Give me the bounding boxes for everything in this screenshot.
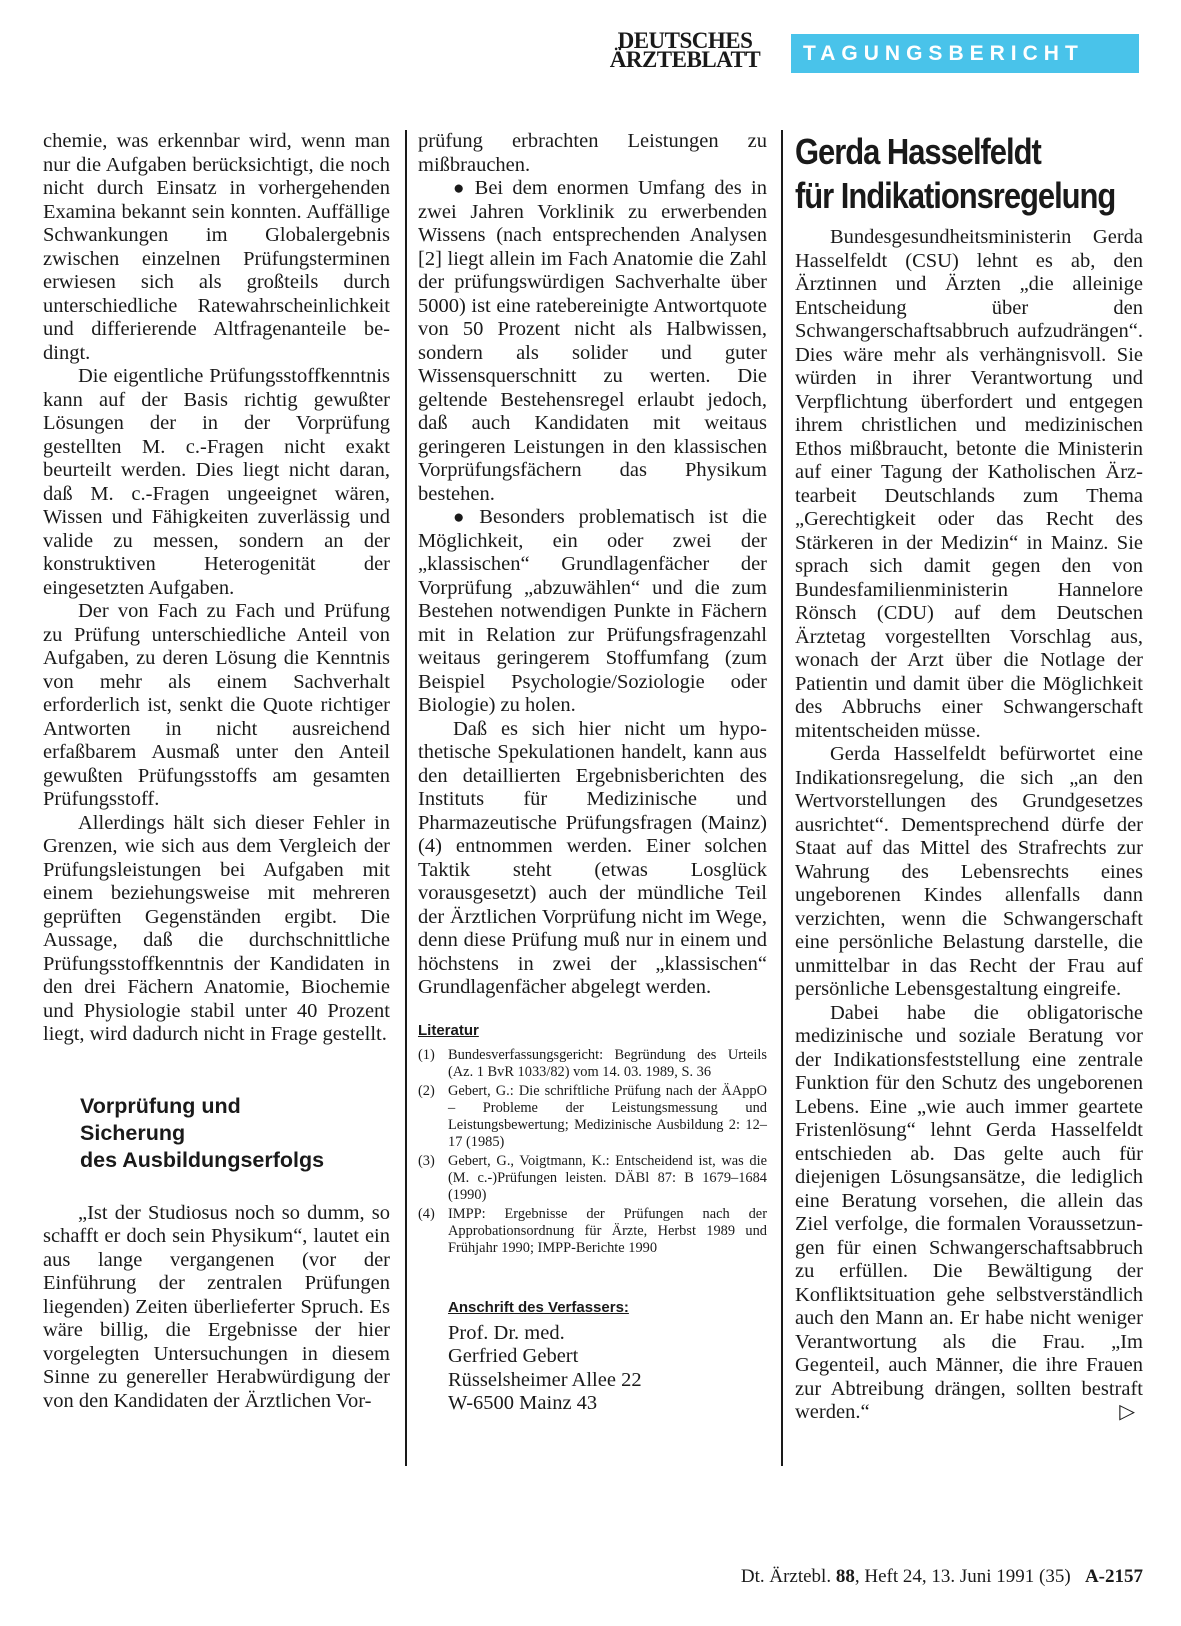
section-heading (80, 1093, 390, 1174)
continue-arrow-icon: ▷ (1119, 1401, 1135, 1423)
reference-text: Bundesverfassungsgericht: Begründung des Urteils (Az. 1 BvR 1033/82) vom 14. 03. 1989, S. 36 (448, 1046, 767, 1080)
column-3 (795, 130, 1143, 1425)
reference-item (418, 1206, 767, 1257)
footer-journal: Dt. Ärztebl. (740, 1566, 832, 1587)
article-headline (795, 130, 1116, 218)
reference-number: (3) (418, 1152, 435, 1169)
column-divider (405, 130, 407, 1466)
paragraph: Die eigentliche Prüfungsstoffkenntnis kann auf der Basis richtig gewußter Lösungen der in der Vorprüfung gestellten M. c.-Fragen nicht exakt beurteilt werden. Dies liegt nicht daran, daß M. c.-Fragen ungeeignet wären, Wissen und Fähigkeiten zuverlässig und valide zu messen, sondern an der konstruktiven Heterogenität der eingesetzten Aufgaben. (43, 365, 390, 599)
column-1 (43, 130, 390, 1413)
reference-item (418, 1083, 767, 1151)
paragraph-text: Dabei habe die obligatorische medizinische und soziale Beratung vor der Indikationsfeststellung eine zentrale Funktion für den Schutz des ungeborenen Lebens. Eine „wie auch immer geartete Fristenlösung“ lehnt Gerda Hasselfeldt entschieden ab. Das gelte auch für diejenigen Lösungsansätze, die lediglich eine Beratung vorsehen, die allein das Ziel verfolge, die formalen Voraussetzungen für einen Schwangerschaftsabbruch zu erfüllen. Die Bewältigung der Konfliktsituation gehe selbstverständlich auch den Mann an. Er habe nicht weniger Verantwortung als die Frau. „Im Gegenteil, auch Männer, die ihre Frauen zur Abtreibung drängen, sollten bestraft werden.“ (795, 1001, 1143, 1423)
paragraph: Daß es sich hier nicht um hypothetische Spekulationen handelt, kann aus den detaillierten Ergebnisberichten des Instituts für Medizinische und Pharmazeutische Prüfungsfragen (Mainz) (4) entnommen werden. Einer solchen Taktik steht (etwas Losglück vorausgesetzt) auch der mündliche Teil der Ärztlichen Vorprüfung nicht im Wege, denn diese Prüfung muß nur in einem und höchstens in zwei der „klassischen“ Grundlagenfächer abgelegt werden. (418, 717, 767, 998)
footer-issue: , Heft 24, 13. Juni 1991 (35) (854, 1566, 1071, 1587)
reference-number: (4) (418, 1205, 435, 1222)
column-3-text (795, 226, 1143, 1425)
paragraph: Allerdings hält sich dieser Fehler in Grenzen, wie sich aus dem Vergleich der Prüfungsleistungen bei Aufgaben mit einem beziehungsweise mit mehreren geprüften Gegenständen ergibt. Die Aussage, daß die durchschnittliche Prüfungsstoffkenntnis der Kandidaten in den drei Fächern Anatomie, Biochemie und Physiologie stabil unter 40 Prozent liegt, wird dadurch nicht in Frage gestellt. (43, 811, 390, 1045)
section-banner: TAGUNGSBERICHT (791, 34, 1139, 73)
column-divider (781, 130, 783, 1466)
column-1-text-cont (43, 1202, 390, 1414)
reference-text: Gebert, G.: Die schriftliche Prüfung nach der ÄAppO – Probleme der Leistungsmessung und Leistungsbewertung; Medizinische Ausbildung 2: 12–17 (1985) (448, 1082, 767, 1150)
paragraph (795, 1002, 1143, 1425)
column-2 (418, 130, 767, 1416)
address-line: Prof. Dr. med. (448, 1321, 565, 1344)
bullet-paragraph: ● Bei dem enormen Umfang des in zwei Jahren Vorklinik zu erwerbenden Wissens (nach entsprechenden Analysen [2] liegt allein im Fach Anatomie die Zahl der prüfungswürdigen Sachverhalte über 5000) ist eine ratebereinigte Antwortquote von 50 Prozent nicht als Halbwissen, sondern als solider und guter Wissensquerschnitt zu werten. Die geltende Bestehensregel erlaubt jedoch, daß auch Kandidaten mit weitaus geringeren Leistungen in den klassischen Vorprüfungsfächern das Physikum bestehen. (418, 177, 767, 506)
column-1-text (43, 130, 390, 1047)
journal-logo (600, 28, 770, 72)
reference-text: Gebert, G., Voigtmann, K.: Entscheidend ist, was die (M. c.-)Prüfungen leisten. DÄBl 87: B 1679–1684 (1990) (448, 1152, 767, 1203)
address-line: Gerfried Gebert (448, 1345, 579, 1367)
reference-number: (1) (418, 1046, 435, 1063)
paragraph: chemie, was erkennbar wird, wenn man nur die Aufgaben berücksichtigt, die noch nicht durch Einsatz in vorhergehenden Examina bekannt sein konnten. Auffällige Schwankungen im Globalergebnis zwischen einzelnen Prüfungsterminen erwiesen sich als großteils durch unterschiedliche Ratewahrscheinlichkeit und differierende Altfragenanteile bedingt. (43, 130, 390, 364)
section-heading-line: Sicherung (80, 1120, 186, 1145)
paragraph: „Ist der Studiosus noch so dumm, so schafft er doch sein Physikum“, lautet ein aus lange vergangenen (vor der Einführung der zentralen Prüfungen liegenden) Zeiten überlieferter Spruch. Es wäre billig, die Ergebnisse der hier vorgelegten Untersuchungen in diesem Sinne zu genereller Herabwürdigung der von den Kandidaten der Ärztlichen Vor- (43, 1201, 390, 1412)
reference-number: (2) (418, 1082, 435, 1099)
reference-item (418, 1047, 767, 1081)
reference-item (418, 1153, 767, 1204)
headline-line: für Indikationsregelung (795, 175, 1116, 216)
address-line: W-6500 Mainz 43 (448, 1392, 598, 1414)
paragraph: Bundesgesundheitsministerin Gerda Hasselfeldt (CSU) lehnt es ab, den Ärztinnen und Ärzten „die alleinige Entscheidung über den Schwangerschaftsabbruch aufzudrängen“. Dies wäre mehr als verhängnisvoll. Sie würden in ihrer Verantwortung und Verpflichtung überfordert und entgegen ihrem christlichen und medizinischen Ethos mißbraucht, betonte die Ministerin auf einer Tagung der Katholischen Ärztearbeit Deutschlands zum Thema „Gerechtigkeit oder das Recht des Stärkeren in der Medizin“ in Mainz. Sie sprach sich damit gegen den von Bundesfamilienministerin Hannelore Rönsch (CDU) auf dem Deutschen Ärztetag vorgestellten Vorschlag aus, wonach der Arzt über die Notlage der Patientin und damit über die Möglichkeit des Abbruchs einer Schwangerschaft mitentscheiden müsse. (795, 226, 1143, 742)
section-heading-line: Vorprüfung und (80, 1093, 241, 1118)
journal-logo-line2: ÄRZTEBLATT (609, 47, 761, 72)
page-footer (0, 1566, 1143, 1588)
address-line: Rüsselsheimer Allee 22 (448, 1368, 642, 1391)
paragraph: prüfung erbrachten Leistungen zu mißbrauchen. (418, 130, 767, 176)
headline-line: Gerda Hasselfeldt (795, 131, 1041, 172)
journal-logo-line1: DEUTSCHES (617, 28, 753, 53)
bullet-paragraph: ● Besonders problematisch ist die Möglichkeit, ein oder zwei der „klassischen“ Grundlagenfächer der Vorprüfung „abzuwählen“ und die zum Bestehen notwendigen Punkte in Fächern mit in Relation zur Prüfungsfragenzahl weitaus geringerem Stoffumfang (zum Beispiel Psychologie/Soziologie oder Biologie) zu holen. (418, 506, 767, 718)
paragraph: Der von Fach zu Fach und Prüfung zu Prüfung unterschiedliche Anteil von Aufgaben, zu deren Lösung die Kenntnis von mehr als einem Sachverhalt erforderlich ist, senkt die Quote richtiger Antworten in nicht ausreichend erfaßbarem Ausmaß unter den Anteil gewußten Prüfungsstoffs am gesamten Prüfungsstoff. (43, 600, 390, 810)
references-heading: Literatur (418, 1021, 479, 1039)
reference-text: IMPP: Ergebnisse der Prüfungen nach der Approbationsordnung für Ärzte, Herbst 1989 und Frühjahr 1990; IMPP-Berichte 1990 (448, 1205, 767, 1256)
paragraph: Gerda Hasselfeldt befürwortet eine Indikationsregelung, die sich „an den Wertvorstellungen des Grundgesetzes ausrichtet“. Dementsprechend dürfe der Staat auf das Mittel des Strafrechts zur Wahrung des Lebensrechts eines ungeborenen Kindes allenfalls dann verzichten, wenn die Schwangerschaft eine persönliche Belastung darstelle, die unmittelbar in das Recht der Frau auf persönliche Lebensgestaltung eingreife. (795, 743, 1143, 1000)
footer-volume: 88 (835, 1566, 855, 1587)
column-2-text (418, 130, 767, 1000)
author-address (448, 1322, 767, 1416)
footer-page-number: A-2157 (1084, 1566, 1143, 1587)
references-list (418, 1047, 767, 1257)
author-address-heading: Anschrift des Verfassers: (448, 1298, 629, 1316)
section-heading-line: des Ausbildungserfolgs (80, 1147, 325, 1172)
